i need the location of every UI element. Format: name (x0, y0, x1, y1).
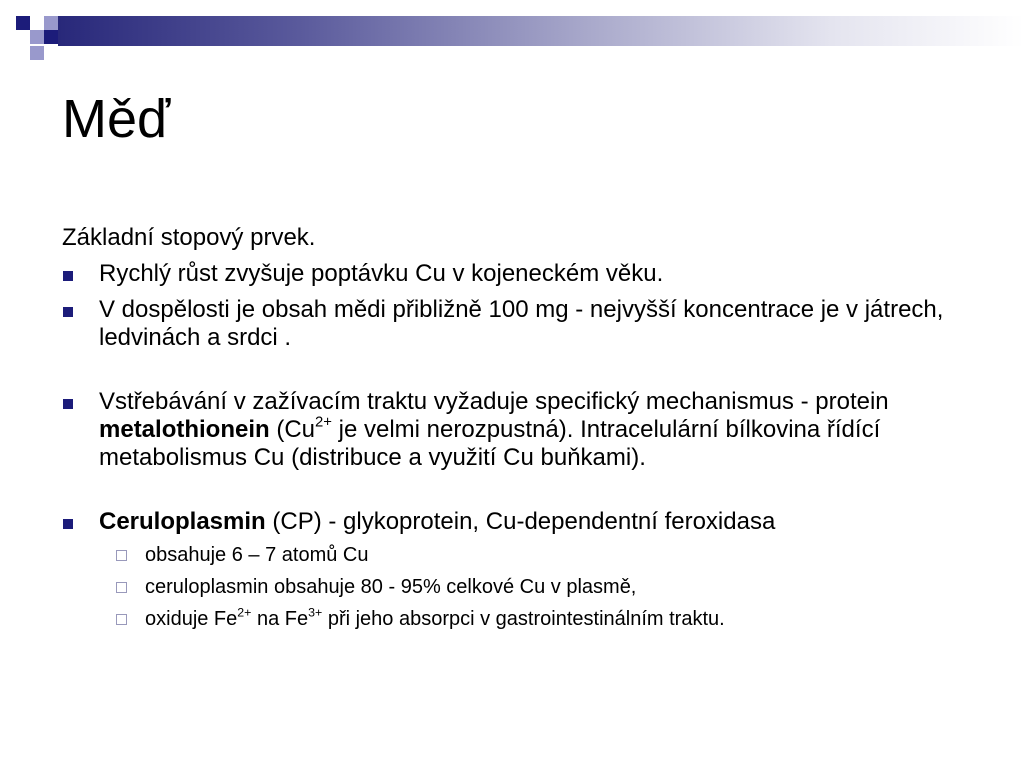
deco-square (44, 30, 58, 44)
square-bullet-icon (63, 519, 73, 529)
sub-bullet-text-part: na Fe (251, 608, 309, 630)
bullet-list (62, 260, 982, 632)
sub-bullet-text-part: při jeho absorpci v gastrointestinálním traktu. (322, 608, 725, 630)
bold-term: Ceruloplasmin (99, 508, 266, 535)
square-bullet-icon (63, 271, 73, 281)
sub-bullet-item (99, 574, 982, 600)
header-gradient-bar (58, 16, 1024, 46)
deco-square (30, 30, 44, 44)
square-bullet-icon (63, 399, 73, 409)
slide-title: Měď (62, 89, 171, 149)
hollow-square-bullet-icon (116, 614, 127, 625)
sub-bullet-item (99, 542, 982, 568)
superscript: 3+ (308, 605, 323, 620)
intro-text: Základní stopový prvek. (62, 224, 316, 251)
deco-square (30, 46, 44, 60)
superscript: 2+ (237, 605, 252, 620)
bullet-text: V dospělosti je obsah mědi přibližně 100 mg - nejvyšší koncentrace je v játrech, ledvinách a srdci . (99, 296, 944, 351)
hollow-square-bullet-icon (116, 582, 127, 593)
bullet-text-part: (Cu (269, 416, 316, 443)
bullet-text-part: (CP) - glykoprotein, Cu-dependentní feroxidasa (265, 508, 776, 535)
sub-bullet-text-part: oxiduje Fe (145, 608, 238, 630)
hollow-square-bullet-icon (116, 550, 127, 561)
bullet-item (62, 260, 982, 288)
deco-square (16, 16, 30, 30)
sub-bullet-text: obsahuje 6 – 7 atomů Cu (145, 544, 369, 566)
deco-square (44, 16, 58, 30)
bold-term: metalothionein (99, 416, 270, 443)
superscript: 2+ (315, 414, 332, 431)
bullet-item (62, 296, 982, 352)
bullet-text: Rychlý růst zvyšuje poptávku Cu v kojeneckém věku. (99, 260, 664, 287)
header-decoration (0, 0, 1024, 62)
bullet-text-part: Vstřebávání v zažívacím traktu vyžaduje specifický mechanismus - protein (99, 388, 889, 415)
bullet-text-part: je velmi nerozpustná). Intracelulární bílkovina řídící metabolismus Cu (distribuce a využití Cu buňkami). (99, 416, 881, 471)
sub-bullet-list (99, 542, 982, 632)
bullet-item (62, 388, 982, 472)
bullet-item (62, 508, 982, 632)
sub-bullet-item (99, 606, 982, 632)
square-bullet-icon (63, 307, 73, 317)
sub-bullet-text: ceruloplasmin obsahuje 80 - 95% celkové Cu v plasmě, (145, 576, 637, 598)
slide-content (62, 224, 982, 638)
